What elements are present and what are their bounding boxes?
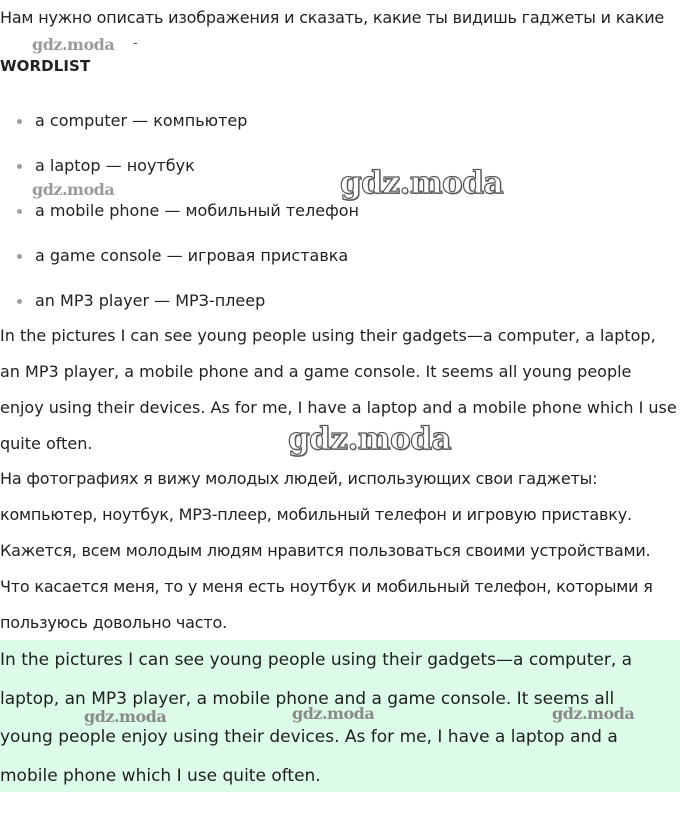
list-item-text: a computer — компьютер bbox=[35, 111, 248, 130]
list-item-text: an MP3 player — МРЗ-плеер bbox=[35, 291, 266, 310]
bullet-icon bbox=[17, 254, 22, 259]
watermark: gdz.moda bbox=[288, 421, 451, 457]
watermark: gdz.moda bbox=[292, 704, 375, 723]
watermark: gdz.moda bbox=[552, 704, 635, 723]
watermark: gdz.moda bbox=[340, 165, 503, 201]
list-item-text: a laptop — ноутбук bbox=[35, 156, 195, 175]
bullet-icon bbox=[17, 119, 22, 124]
watermark: gdz.moda bbox=[32, 180, 115, 199]
bullet-icon bbox=[17, 299, 22, 304]
answer-english: In the pictures I can see young people using their gadgets—a computer, a laptop, an MP3 player, a mobile phone and a game console. It seems all young people enjoy using their devices. As for me, I have a laptop and a mobile phone which I use quite often. bbox=[0, 326, 677, 453]
intro-text: Нам нужно описать изображения и сказать, какие ты видишь гаджеты и какие bbox=[0, 8, 665, 27]
dash-mark: - bbox=[133, 36, 138, 51]
bullet-icon bbox=[17, 164, 22, 169]
highlighted-answer-block bbox=[0, 640, 680, 792]
list-item-text: a game console — игровая приставка bbox=[35, 246, 349, 265]
list-item-text: a mobile phone — мобильный телефон bbox=[35, 201, 360, 220]
bullet-icon bbox=[17, 209, 22, 214]
highlighted-answer-text: In the pictures I can see young people using their gadgets—a computer, a laptop, an MP3 player, a mobile phone and a game console. It seems all young people enjoy using their devices. As for me, I have a laptop and a mobile phone which I use quite often. bbox=[0, 650, 633, 786]
watermark: gdz.moda bbox=[32, 35, 115, 54]
watermark: gdz.moda bbox=[84, 707, 167, 726]
answer-russian: На фотографиях я вижу молодых людей, использующих свои гаджеты: компьютер, ноутбук, МРЗ-плеер, мобильный телефон и игровую приставку. Кажется, всем молодым людям нравится пользоваться своими устройствами. Что касается меня, то у меня есть ноутбук и мобильный телефон, которыми я пользуюсь довольно часто. bbox=[0, 469, 653, 632]
wordlist-heading: WORDLIST bbox=[0, 57, 91, 75]
